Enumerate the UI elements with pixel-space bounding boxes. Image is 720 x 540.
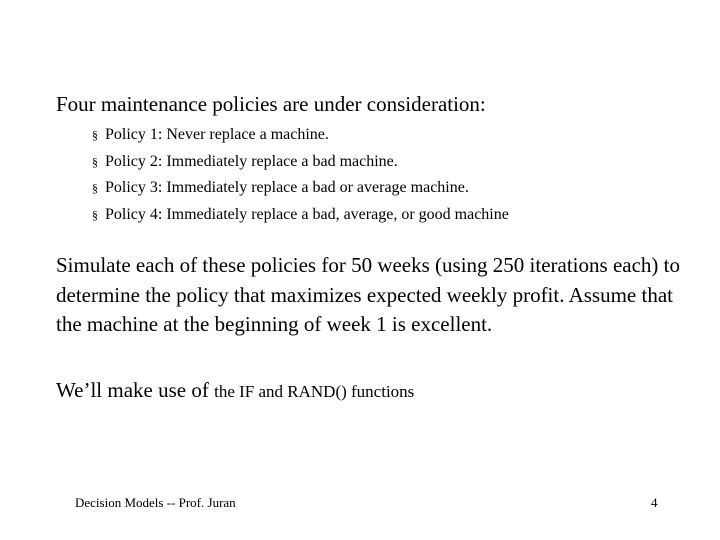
footer-text: Decision Models -- Prof. Juran (75, 495, 236, 510)
list-item (92, 149, 509, 176)
page-number: 4 (651, 495, 658, 510)
bullet-icon: § (92, 207, 98, 222)
body-paragraph: Simulate each of these policies for 50 weeks (using 250 iterations each) to determine the policy that maximizes expected weekly profit. Assume that the machine at the beginning of week 1 is excellent. (56, 253, 680, 336)
bullet-icon: § (92, 128, 98, 142)
functions-line (56, 378, 414, 403)
bullet-icon: § (92, 181, 98, 195)
list-item (92, 175, 509, 202)
list-item (92, 202, 509, 229)
intro-text: Four maintenance policies are under consideration: (56, 92, 486, 116)
functions-lead-text: We’ll make use of (56, 378, 215, 402)
list-item (92, 122, 509, 149)
policy-text: Policy 1: Never replace a machine. (105, 126, 329, 143)
functions-rest-text: the IF and RAND() functions (214, 382, 415, 401)
policy-text: Policy 2: Immediately replace a bad machine. (105, 152, 398, 170)
policy-text: Policy 3: Immediately replace a bad or average machine. (105, 179, 469, 196)
policy-list (92, 122, 509, 228)
policy-text: Policy 4: Immediately replace a bad, average, or good machine (105, 205, 509, 223)
bullet-icon: § (92, 154, 98, 169)
